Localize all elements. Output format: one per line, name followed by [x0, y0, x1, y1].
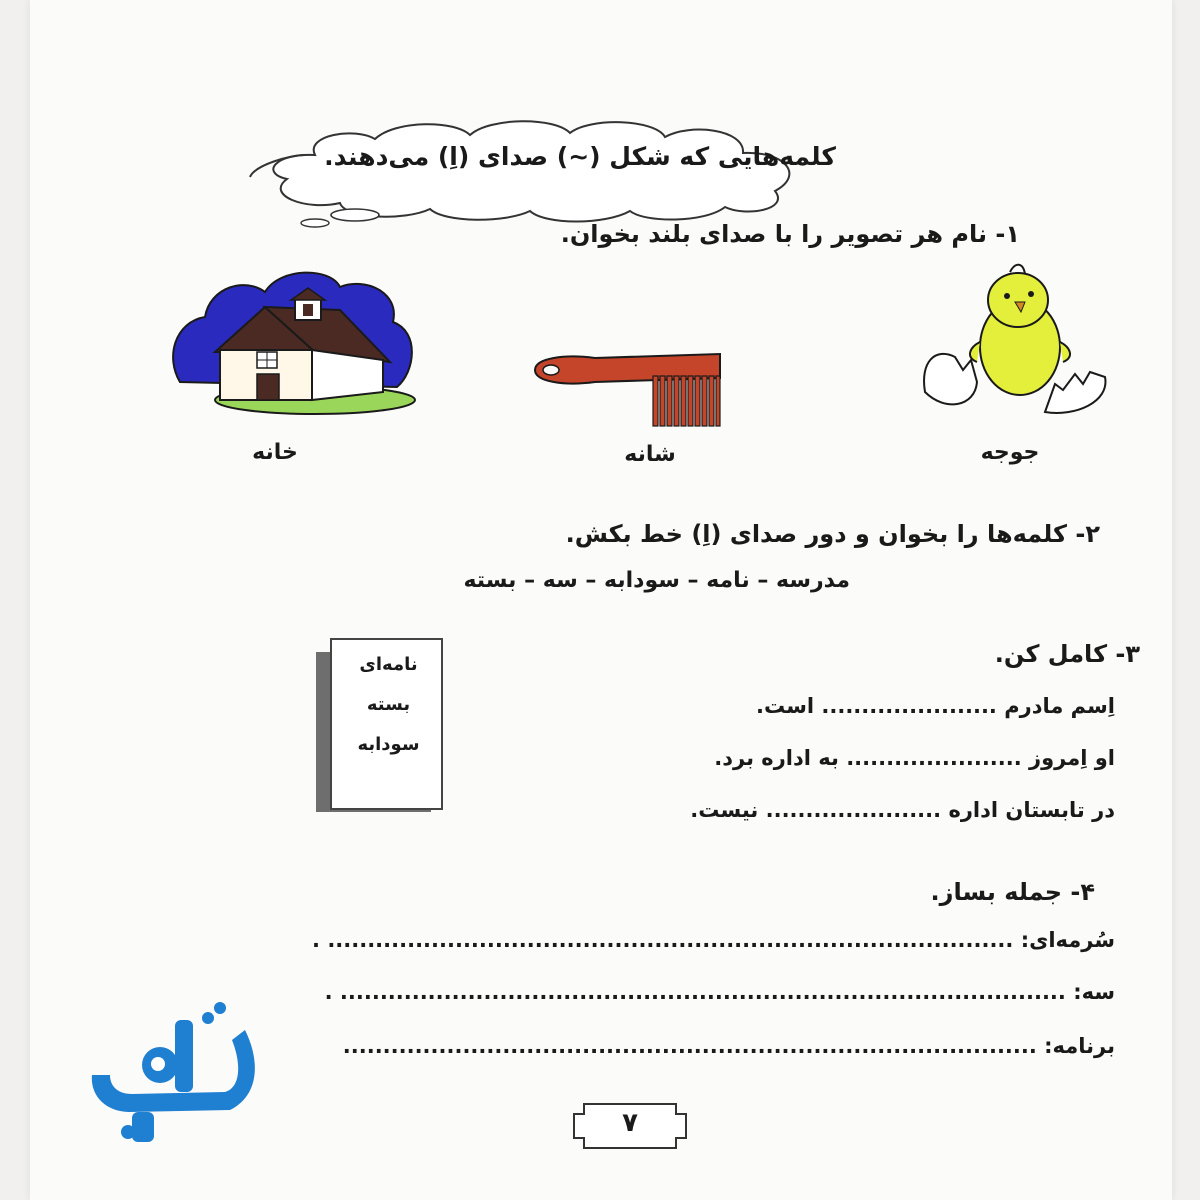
sentence-line-2[interactable] [175, 980, 1115, 1004]
q1-instruction: ۱- نام هر تصویر را با صدای بلند بخوان. [560, 220, 1020, 248]
fill-line-2-blank[interactable]: ...................... [846, 746, 1022, 770]
caption-comb: شانه [624, 442, 676, 467]
q4-instruction: ۴- جمله بساز. [930, 878, 1095, 906]
q2-word-list: مدرسه – نامه – سودابه – سه – بسته [463, 568, 850, 593]
caption-house: خانه [252, 440, 298, 465]
page-title: کلمه‌هایی که شکل (~) صدای (اِ) می‌دهند. [324, 142, 836, 171]
fill-line-1-before: اِسم مادرم [1004, 694, 1115, 718]
q2-instruction: ۲- کلمه‌ها را بخوان و دور صدای (اِ) خط بکش. [565, 520, 1100, 548]
page-number: ۷ [622, 1108, 638, 1138]
fill-line-2-before: او اِمروز [1029, 746, 1115, 770]
card-word-2: بسته [366, 694, 411, 715]
fill-line-2[interactable] [714, 746, 1115, 770]
sentence-label-1: سُرمه‌ای: [1020, 928, 1115, 952]
fill-line-3[interactable] [690, 798, 1115, 822]
fill-line-1[interactable] [756, 694, 1115, 718]
fill-line-3-before: در تابستان اداره [948, 798, 1115, 822]
q3-instruction: ۳- کامل کن. [994, 640, 1140, 668]
card-word-3: سودابه [357, 734, 420, 755]
caption-chick: جوجه [980, 440, 1040, 465]
chick-icon [915, 262, 1115, 427]
sentence-blank-2[interactable]: ........................................................................................... . [324, 980, 1066, 1004]
sentence-label-2: سه: [1073, 980, 1115, 1004]
card-word-1: نامه‌ای [359, 654, 418, 675]
fill-line-3-after: نیست. [690, 798, 759, 822]
sentence-blank-1[interactable]: ...................................................................................... . [312, 928, 1014, 952]
sentence-blank-3[interactable]: ....................................................................................... [342, 1034, 1037, 1058]
fill-line-1-blank[interactable]: ...................... [821, 694, 997, 718]
fill-line-1-after: است. [756, 694, 815, 718]
sentence-label-3: برنامه: [1044, 1034, 1115, 1058]
comb-icon [525, 350, 725, 435]
house-icon [165, 262, 420, 422]
word-card [330, 638, 443, 810]
sentence-line-3[interactable] [175, 1034, 1115, 1058]
fill-line-3-blank[interactable]: ...................... [765, 798, 942, 822]
sentence-line-1[interactable] [175, 928, 1115, 952]
brand-logo-icon [70, 1000, 270, 1150]
fill-line-2-after: به اداره برد. [714, 746, 839, 770]
